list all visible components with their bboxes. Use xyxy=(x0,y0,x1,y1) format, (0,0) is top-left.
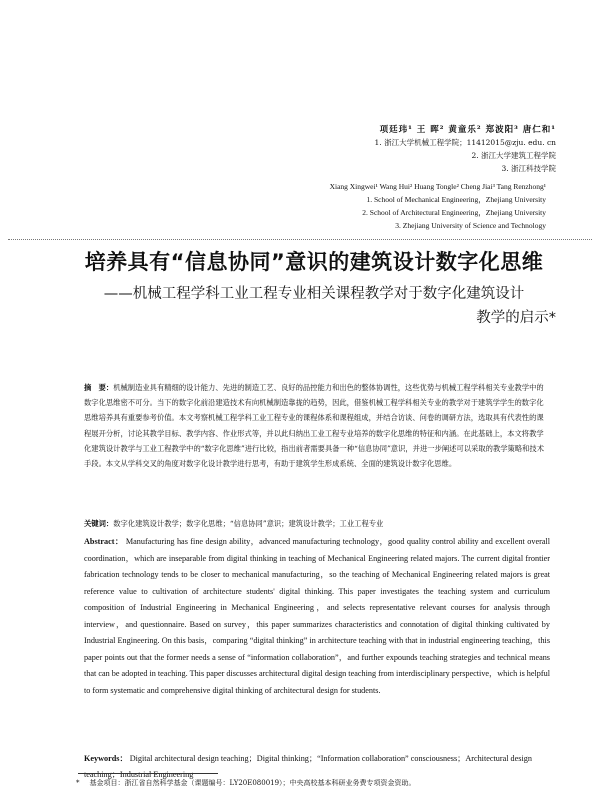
chinese-keywords-text: 数字化建筑设计教学；数字化思维；“信息协同”意识；建筑设计教学；工业工程专业 xyxy=(113,519,384,528)
subtitle-line-2: 教学的启示* xyxy=(476,310,556,326)
chinese-author-block xyxy=(320,124,556,175)
chinese-affiliation-2: 2. 浙江大学建筑工程学院 xyxy=(471,151,556,160)
english-author-block xyxy=(300,180,546,232)
chinese-abstract xyxy=(84,380,546,471)
english-affiliation-1: 1. School of Mechanical Engineering，Zhejiang University xyxy=(366,195,546,204)
english-keywords-label: Keywords： xyxy=(84,754,128,763)
footnote-text: 基金项目：浙江省自然科学基金（课题编号：LY20E080019）；中央高校基本科研业务费专项资金资助。 xyxy=(89,779,416,787)
footnote-rule xyxy=(78,773,218,774)
english-affiliation-2: 2. School of Architectural Engineering，Zhejiang University xyxy=(362,208,546,217)
chinese-affiliation-3: 3. 浙江科技学院 xyxy=(501,164,556,173)
subtitle-line-1: ——机械工程学科工业工程专业相关课程教学对于数字化建筑设计 xyxy=(103,286,525,302)
english-abstract-label: Abstract： xyxy=(84,537,124,546)
chinese-author-names: 项廷玮¹ 王 晖² 黄童乐² 郑波阳³ 唐仁和¹ xyxy=(379,125,556,135)
chinese-abstract-label: 摘 要： xyxy=(84,383,114,392)
dotted-separator xyxy=(8,239,592,240)
chinese-abstract-text: 机械制造业具有精细的设计能力、先进的制造工艺、良好的品控能力和出色的整体协调性，这些优势与机械工程学科相关专业教学中的数字化思维密不可分。当下的数字化前沿建造技术有向机械制造靠拢的趋势，因此，借鉴机械工程学科相关专业的教学对于建筑学学生的数字化思维培养具有重要参考价值。本文考察机械工程学科工业工程专业的课程体系和课程组成，并结合访谈、问卷的调研方法，选取具有代表性的课程展开分析，讨论其教学目标、教学内容、作业形式等，并以此归纳出工业工程专业培养的数字化思维的特征和内涵。在此基础上，本文将教学化建筑设计教学与工业工程教学中的“数字化思维”进行比较，指出前者需要具备一种“信息协同”意识，并进一步阐述可以采取的教学策略和技术手段。本文从学科交叉的角度对数字化设计教学进行思考，有助于建筑学生形成系统、全面的建筑设计数字化思维。 xyxy=(84,383,545,469)
english-abstract xyxy=(84,534,550,699)
english-abstract-text: Manufacturing has fine design ability，advanced manufacturing technology，good quality control ability and excellent overall coordination，which are inseparable from digital thinking in teaching of Mechanical Engineering related majors. The current digital frontier fabrication technology tends to be closer to mechanical manufacturing，so the teaching of Mechanical Engineering related majors is great reference value to cultivation of architecture students' digital thinking. This paper investigates the teaching system and curriculum composition of Industrial Engineering in Mechanical Engineering，and selects representative relevant courses for analysis through interview，and questionnaire. Based on survey，this paper summarizes characteristics and connotation of digital thinking cultivated by Industrial Engineering. On this basis，comparing “digital thinking” in architecture teaching with that in industrial engineering teaching，this paper points out that the former needs a sense of “information collaboration”，and further expounds teaching strategies and technical means that can be adopted in teaching. This paper discusses architectural digital design teaching from interdisciplinary perspective，which is helpful to form systematic and comprehensive digital thinking of architectural design for students. xyxy=(84,537,551,695)
chinese-keywords-label: 关键词： xyxy=(84,519,114,528)
chinese-affiliation-1: 1. 浙江大学机械工程学院；11412015@zju. edu. cn xyxy=(374,138,556,147)
funding-footnote xyxy=(76,779,556,788)
footnote-marker: * xyxy=(76,779,80,787)
chinese-keywords xyxy=(84,517,546,531)
english-author-names: Xiang Xingwei¹ Wang Hui² Huang Tongle² Cheng Jiai³ Tang Renzhong¹ xyxy=(329,182,546,191)
paper-title: 培养具有“信息协同”意识的建筑设计数字化思维 xyxy=(84,250,544,274)
english-keywords-text: Digital architectural design teaching；Digital thinking；“Information collaboration” consciousness；Architectural design teaching；Industrial Engineering xyxy=(84,754,532,779)
paper-subtitle xyxy=(64,282,564,330)
english-affiliation-3: 3. Zhejiang University of Science and Technology xyxy=(395,221,546,230)
